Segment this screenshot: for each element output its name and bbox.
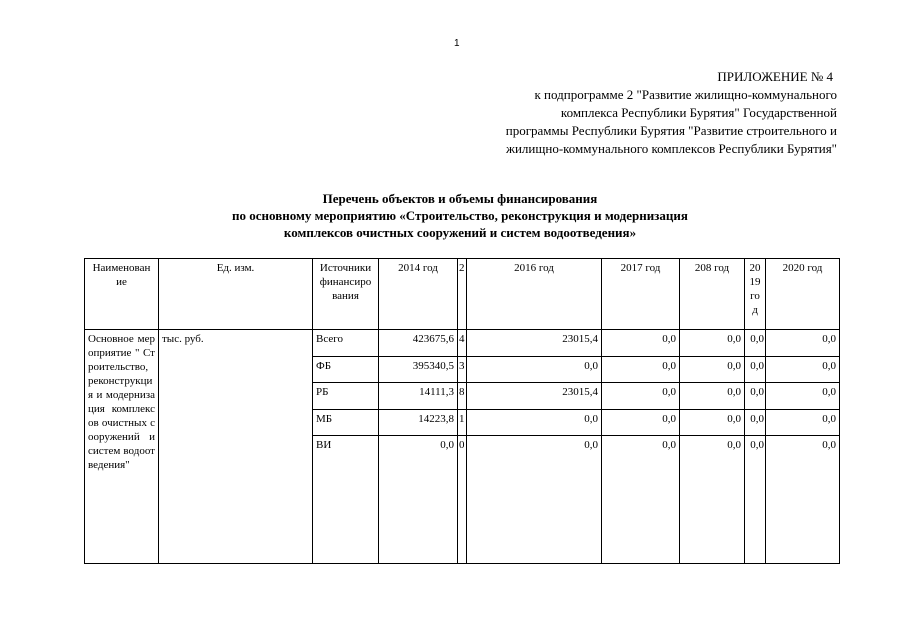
header-name: Наименован ие	[85, 259, 159, 330]
appendix-line: комплекса Республики Бурятия" Государственной	[560, 105, 837, 120]
cell-2019: 0,0	[745, 330, 766, 357]
cell-2016: 23015,4	[467, 383, 602, 410]
table-header-row	[85, 259, 840, 330]
cell-2014: 14111,3	[379, 383, 458, 410]
cell-2017: 0,0	[602, 409, 680, 436]
cell-2019: 0,0	[745, 409, 766, 436]
cell-2014: 0,0	[379, 436, 458, 564]
cell-2019: 0,0	[745, 383, 766, 410]
cell-2018: 0,0	[680, 436, 745, 564]
title-line: Перечень объектов и объемы финансирования	[322, 191, 598, 206]
appendix-line: программы Республики Бурятия "Развитие строительного и	[505, 123, 837, 138]
appendix-line: к подпрограмме 2 "Развитие жилищно-коммунального	[534, 87, 837, 102]
cell-2016: 0,0	[467, 409, 602, 436]
cell-2018: 0,0	[680, 330, 745, 357]
cell-2014: 14223,8	[379, 409, 458, 436]
header-2019: 20 19 го д	[745, 259, 766, 330]
title-line: по основному мероприятию «Строительство, реконструкция и модернизация	[232, 208, 688, 223]
cell-2017: 0,0	[602, 383, 680, 410]
cell-2020: 0,0	[766, 436, 840, 564]
header-unit: Ед. изм.	[159, 259, 313, 330]
cell-2020: 0,0	[766, 383, 840, 410]
page-number: 1	[454, 38, 460, 49]
cell-2014: 423675,6	[379, 330, 458, 357]
cell-2016: 0,0	[467, 356, 602, 383]
source-cell: ФБ	[313, 356, 379, 383]
appendix-line: жилищно-коммунального комплексов Республики Бурятия"	[505, 141, 837, 156]
cell-2017: 0,0	[602, 436, 680, 564]
header-source: Источники финансиро вания	[313, 259, 379, 330]
header-2016: 2016 год	[467, 259, 602, 330]
header-2014: 2014 год	[379, 259, 458, 330]
cell-2016: 0,0	[467, 436, 602, 564]
cell-2014: 395340,5	[379, 356, 458, 383]
source-cell: ВИ	[313, 436, 379, 564]
table-row	[85, 330, 840, 357]
cell-2020: 0,0	[766, 356, 840, 383]
unit-cell: тыс. руб.	[159, 330, 313, 564]
source-cell: МБ	[313, 409, 379, 436]
cell-2015: 3	[458, 356, 467, 383]
source-cell: РБ	[313, 383, 379, 410]
cell-2015: 1	[458, 409, 467, 436]
cell-2017: 0,0	[602, 356, 680, 383]
cell-2016: 23015,4	[467, 330, 602, 357]
document-title	[150, 190, 770, 241]
cell-2017: 0,0	[602, 330, 680, 357]
cell-2020: 0,0	[766, 409, 840, 436]
appendix-title: ПРИЛОЖЕНИЕ № 4	[717, 69, 833, 84]
title-line: комплексов очистных сооружений и систем водоотведения»	[283, 225, 637, 240]
financing-table	[84, 258, 840, 564]
cell-2019: 0,0	[745, 436, 766, 564]
cell-2015: 0	[458, 436, 467, 564]
cell-2020: 0,0	[766, 330, 840, 357]
cell-2018: 0,0	[680, 356, 745, 383]
cell-2018: 0,0	[680, 383, 745, 410]
header-2015: 2	[458, 259, 467, 330]
cell-2015: 8	[458, 383, 467, 410]
header-2020: 2020 год	[766, 259, 840, 330]
source-cell: Всего	[313, 330, 379, 357]
header-2018: 208 год	[680, 259, 745, 330]
cell-2018: 0,0	[680, 409, 745, 436]
cell-2015: 4	[458, 330, 467, 357]
activity-name: Основное мероприятие " Строительство, реконструкция и модернизация комплексов очистных сооружений и систем водоотведения"	[85, 330, 159, 564]
cell-2019: 0,0	[745, 356, 766, 383]
appendix-header	[417, 68, 837, 158]
header-2017: 2017 год	[602, 259, 680, 330]
